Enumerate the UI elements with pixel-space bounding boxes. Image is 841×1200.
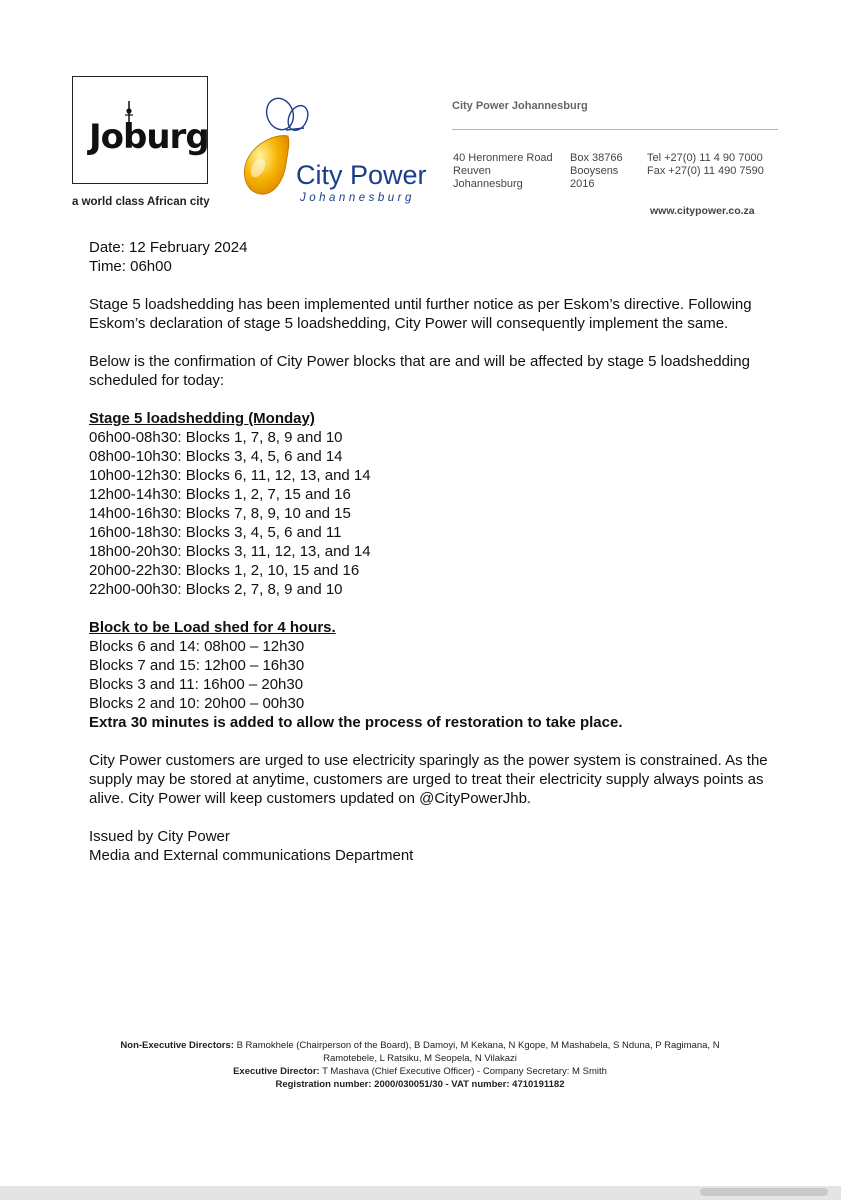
four-hour-item: Blocks 6 and 14: 08h00 – 12h30	[89, 638, 305, 655]
non-executive-directors	[100, 1039, 740, 1065]
address-line: Johannesburg	[453, 178, 523, 190]
registration-info: Registration number: 2000/030051/30 - VAT number: 4710191182	[275, 1079, 565, 1090]
issued-by: Issued by City Power	[89, 828, 230, 845]
schedule-item: 20h00-22h30: Blocks 1, 2, 10, 15 and 16	[89, 562, 360, 579]
address-line: Reuven	[453, 165, 491, 177]
website-link[interactable]: www.citypower.co.za	[650, 205, 755, 217]
contact-block	[647, 152, 764, 178]
address-block	[453, 152, 553, 191]
company-name: City Power Johannesburg	[452, 100, 588, 112]
four-hour-item: Blocks 3 and 11: 16h00 – 20h30	[89, 676, 304, 693]
nonexec-names: B Ramokhele (Chairperson of the Board), B Damoyi, M Kekana, N Kgope, M Mashabela, S Nduna, P Ragimana, N Ramotebele, L Ratsiku, M Seopela, N Vilakazi	[236, 1040, 720, 1064]
executive-director	[100, 1065, 740, 1078]
exec-names: T Mashava (Chief Executive Officer) - Company Secretary: M Smith	[322, 1066, 607, 1077]
nonexec-label: Non-Executive Directors:	[120, 1040, 234, 1051]
postal-block	[570, 152, 623, 191]
city-power-subtitle: Johannesburg	[300, 192, 415, 204]
schedule-item: 22h00-00h30: Blocks 2, 7, 8, 9 and 10	[89, 581, 343, 598]
confirmation-paragraph: Below is the confirmation of City Power blocks that are and will be affected by stage 5 loadshedding scheduled for today:	[89, 353, 750, 389]
schedule-item: 10h00-12h30: Blocks 6, 11, 12, 13, and 14	[89, 467, 371, 484]
postal-line: Booysens	[570, 165, 619, 177]
notice-time: Time: 06h00	[89, 258, 172, 275]
telephone: Tel +27(0) 11 4 90 7000	[647, 152, 763, 164]
schedule-item: 14h00-16h30: Blocks 7, 8, 9, 10 and 15	[89, 505, 351, 522]
joburg-wordmark: Joburg	[89, 117, 209, 157]
exec-label: Executive Director:	[233, 1066, 320, 1077]
header-divider	[452, 129, 778, 130]
directors-footer	[100, 1039, 740, 1091]
schedule-item: 06h00-08h30: Blocks 1, 7, 8, 9 and 10	[89, 429, 343, 446]
department: Media and External communications Department	[89, 847, 414, 864]
notice-date: Date: 12 February 2024	[89, 239, 248, 256]
schedule-item: 18h00-20h30: Blocks 3, 11, 12, 13, and 14	[89, 543, 371, 560]
scroll-handle[interactable]	[700, 1188, 828, 1196]
address-line: 40 Heronmere Road	[453, 152, 553, 164]
postal-line: Box 38766	[570, 152, 623, 164]
urge-paragraph: City Power customers are urged to use electricity sparingly as the power system is constrained. As the supply may be stored at anytime, customers are urged to treat their electricity supply always points as alive. City Power will keep customers updated on @CityPowerJhb.	[89, 752, 768, 807]
four-hour-item: Blocks 7 and 15: 12h00 – 16h30	[89, 657, 305, 674]
four-hour-heading: Block to be Load shed for 4 hours.	[89, 619, 336, 636]
four-hour-item: Blocks 2 and 10: 20h00 – 00h30	[89, 695, 305, 712]
postal-line: 2016	[570, 178, 595, 190]
schedule-item: 12h00-14h30: Blocks 1, 2, 7, 15 and 16	[89, 486, 351, 503]
schedule-item: 08h00-10h30: Blocks 3, 4, 5, 6 and 14	[89, 448, 343, 465]
intro-paragraph: Stage 5 loadshedding has been implemented until further notice as per Eskom’s directive. Following Eskom’s declaration of stage 5 loadshedding, City Power will consequently implement the same.	[89, 296, 752, 332]
schedule-heading: Stage 5 loadshedding (Monday)	[89, 410, 315, 427]
city-power-name: City Power	[296, 160, 427, 190]
joburg-tagline: a world class African city	[72, 196, 210, 208]
schedule-item: 16h00-18h30: Blocks 3, 4, 5, 6 and 11	[89, 524, 342, 541]
fax: Fax +27(0) 11 490 7590	[647, 165, 764, 177]
notice-body	[89, 238, 789, 865]
joburg-logo	[72, 76, 208, 184]
extra-time-note: Extra 30 minutes is added to allow the process of restoration to take place.	[89, 714, 623, 731]
